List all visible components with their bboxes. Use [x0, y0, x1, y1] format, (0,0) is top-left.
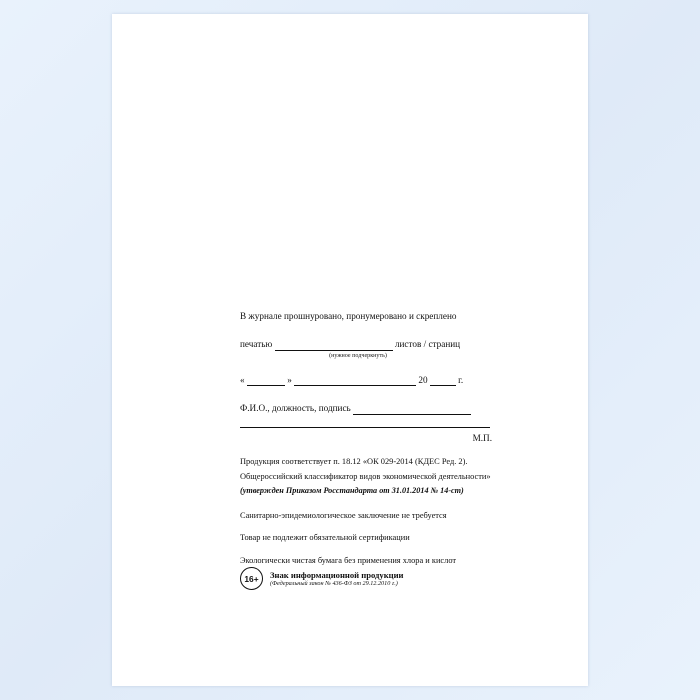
fio-blank-field[interactable]	[353, 404, 471, 415]
stitch-heading: В журнале прошнуровано, пронумеровано и скреплено	[240, 311, 457, 321]
mark-title: Знак информационной продукции	[270, 570, 404, 580]
fio-second-rule[interactable]	[240, 418, 490, 428]
quote-open: «	[240, 375, 245, 386]
compliance-line-3: (утвержден Приказом Росстандарта от 31.01.2014 № 14-ст)	[240, 486, 464, 496]
quote-close: »	[287, 375, 292, 386]
day-blank-field[interactable]	[247, 375, 285, 386]
year-blank-field[interactable]	[430, 375, 456, 386]
seal-blank-field[interactable]	[275, 340, 393, 351]
compliance-line-5: Товар не подлежит обязательной сертификации	[240, 533, 410, 543]
fio-row	[240, 402, 550, 414]
information-product-mark	[240, 567, 404, 590]
month-blank-field[interactable]	[294, 375, 416, 386]
mark-text-wrap	[270, 570, 404, 587]
underline-note: (нужное подчеркнуть)	[329, 352, 387, 359]
mark-subtitle: (Федеральный закон № 436-ФЗ от 29.12.2010 г.)	[270, 580, 398, 587]
year-suffix: г.	[458, 375, 464, 386]
date-row	[240, 374, 550, 386]
compliance-line-4: Санитарно-эпидемиологическое заключение не требуется	[240, 510, 447, 520]
sheets-label: листов / страниц	[394, 339, 461, 350]
year-prefix: 20	[418, 375, 428, 386]
fio-label: Ф.И.О., должность, подпись	[240, 403, 351, 414]
seal-sheets-row	[240, 338, 550, 350]
compliance-line-6: Экологически чистая бумага без применения хлора и кислот	[240, 555, 457, 565]
seal-label: печатью	[240, 339, 273, 350]
age-rating-icon: 16+	[240, 567, 263, 590]
compliance-line-1: Продукция соответствует п. 18.12 «ОК 029-2014 (КДЕС Ред. 2).	[240, 457, 468, 466]
compliance-line-2: Общероссийский классификатор видов экономической деятельности»	[240, 471, 491, 481]
compliance-block	[240, 456, 560, 569]
stitch-certification-block	[240, 310, 550, 444]
seal-stamp-label: М.П.	[472, 432, 492, 443]
document-page	[112, 14, 588, 686]
